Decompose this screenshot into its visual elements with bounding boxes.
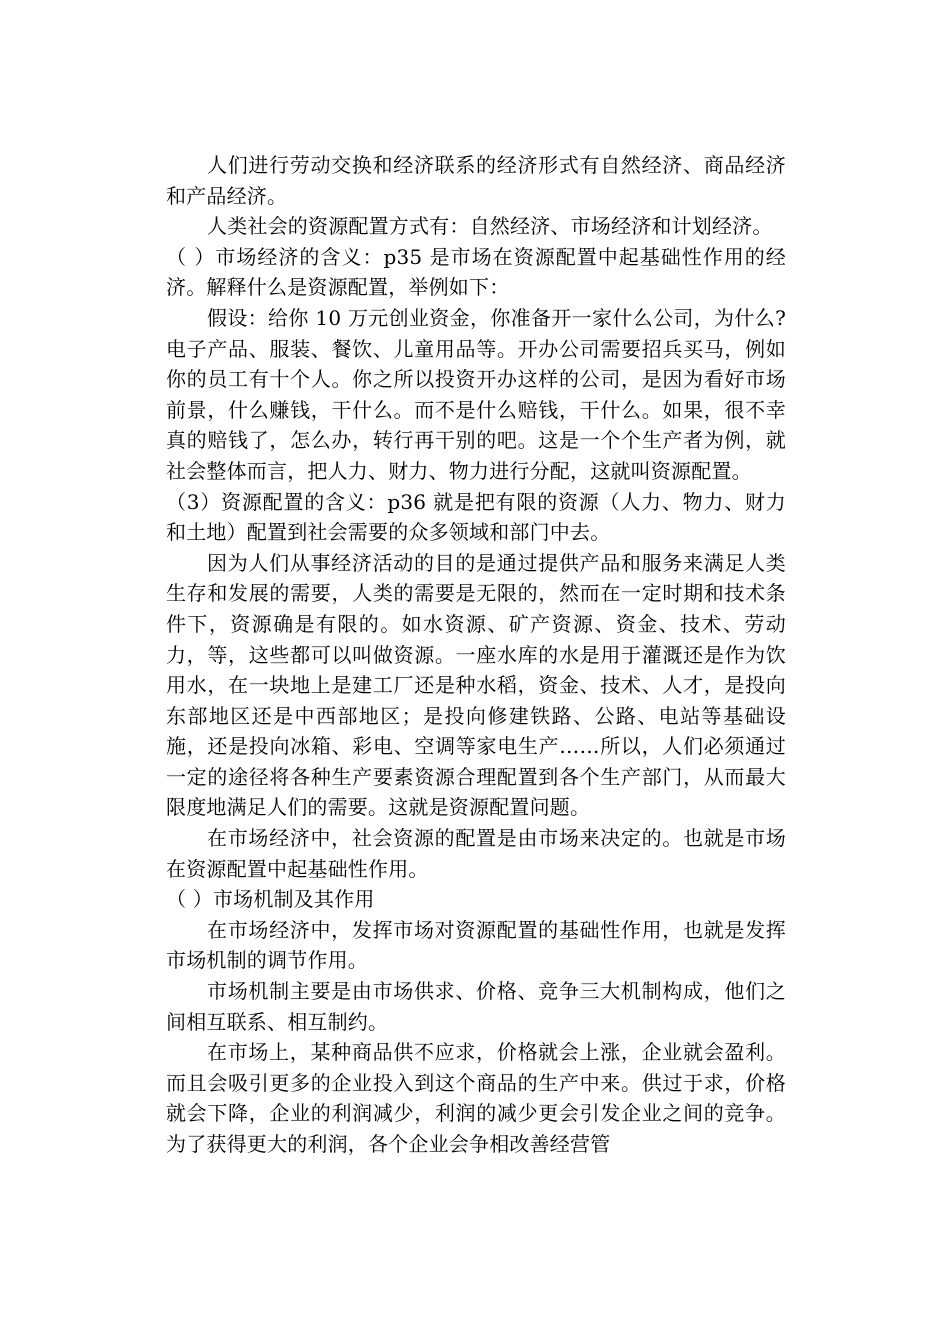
document-page — [166, 150, 786, 1160]
paragraph-resource-allocation-definition: （3）资源配置的含义：p36 就是把有限的资源（人力、物力、财力和土地）配置到社会需要的众多领域和部门中去。 — [166, 489, 786, 545]
paragraph-market-economy-definition: （ ）市场经济的含义：p35 是市场在资源配置中起基础性作用的经济。解释什么是资源配置，举例如下： — [166, 244, 786, 300]
paragraph-market-decides: 在市场经济中，社会资源的配置是由市场来决定的。也就是市场在资源配置中起基础性作用。 — [166, 826, 786, 881]
paragraph-limited-resources: 因为人们从事经济活动的目的是通过提供产品和服务来满足人类生存和发展的需要，人类的需要是无限的，然而在一定时期和技术条件下，资源确是有限的。如水资源、矿产资源、资金、技术、劳动力，等，这些都可以叫做资源。一座水库的水是用于灌溉还是作为饮用水，在一块地上是建工厂还是种水稻，资金、技术、人才，是投向东部地区还是中西部地区；是投向修建铁路、公路、电站等基础设施，还是投向冰箱、彩电、空调等家电生产……所以，人们必须通过一定的途径将各种生产要素资源合理配置到各个生产部门，从而最大限度地满足人们的需要。这就是资源配置问题。 — [166, 550, 786, 820]
paragraph-allocation-methods: 人类社会的资源配置方式有：自然经济、市场经济和计划经济。 — [207, 214, 773, 239]
paragraph-supply-demand: 在市场上，某种商品供不应求，价格就会上涨，企业就会盈利。而且会吸引更多的企业投入到这个商品的生产中来。供过于求，价格就会下降，企业的利润减少，利润的减少更会引发企业之间的竞争。为了获得更大的利润，各个企业会争相改善经营管 — [166, 1040, 786, 1156]
paragraph-three-mechanisms: 市场机制主要是由市场供求、价格、竞争三大机制构成，他们之间相互联系、相互制约。 — [166, 979, 786, 1034]
section-heading-market-mechanism: （ ）市场机制及其作用 — [166, 887, 375, 912]
paragraph-market-mechanism-role: 在市场经济中，发挥市场对资源配置的基础性作用，也就是发挥市场机制的调节作用。 — [166, 917, 786, 973]
paragraph-economic-forms: 人们进行劳动交换和经济联系的经济形式有自然经济、商品经济和产品经济。 — [166, 153, 786, 208]
paragraph-startup-example: 假设：给你 10 万元创业资金，你准备开一家什么公司，为什么?电子产品、服装、餐饮、儿童用品等。开办公司需要招兵买马，例如你的员工有十个人。你之所以投资开办这样的公司，是因为看好市场前景，什么赚钱，干什么。而不是什么赔钱，干什么。如果，很不幸真的赔钱了，怎么办，转行再干别的吧。这是一个个生产者为例，就社会整体而言，把人力、财力、物力进行分配，这就叫资源配置。 — [166, 305, 786, 483]
